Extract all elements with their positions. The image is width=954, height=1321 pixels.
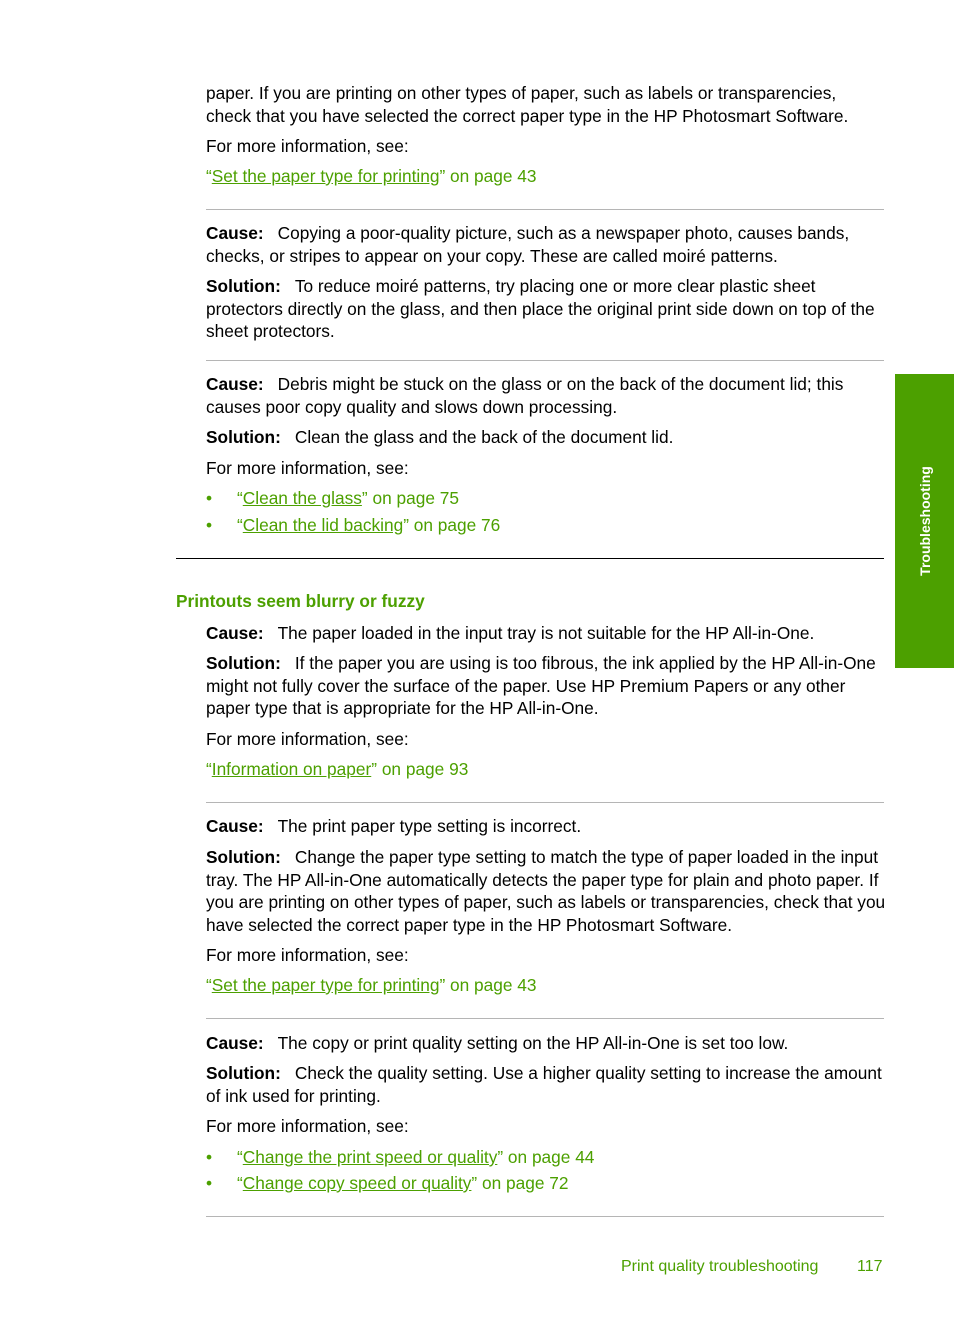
tray-cause: Cause: The paper loaded in the input tray is not suitable for the HP All-in-One. xyxy=(206,623,815,643)
debris-solution: Solution: Clean the glass and the back of the document lid. xyxy=(206,427,674,447)
divider xyxy=(206,360,884,361)
tray-reference: “Information on paper” on page 93 xyxy=(206,759,469,779)
divider xyxy=(206,1018,884,1019)
divider xyxy=(206,802,884,803)
link-clean-glass[interactable]: Clean the glass xyxy=(242,488,362,508)
papertype-more-info: For more information, see: xyxy=(206,945,409,965)
page-number: 117 xyxy=(857,1258,883,1275)
intro-reference: “Set the paper type for printing” on page 43 xyxy=(206,166,537,186)
link-clean-lid-backing[interactable]: Clean the lid backing xyxy=(242,515,404,535)
moire-solution: Solution: To reduce moiré patterns, try placing one or more clear plastic sheet protectors directly on the glass, and then place the original print side down on top of the sheet protectors. xyxy=(206,276,875,341)
link-change-print-speed[interactable]: Change the print speed or quality xyxy=(242,1147,498,1167)
footer-title: Print quality troubleshooting xyxy=(621,1258,819,1275)
link-change-copy-speed[interactable]: Change copy speed or quality xyxy=(242,1173,472,1193)
moire-cause: Cause: Copying a poor-quality picture, such as a newspaper photo, causes bands, checks, or stripes to appear on your copy. These are called moiré patterns. xyxy=(206,223,850,266)
side-tab xyxy=(895,374,954,668)
quality-solution: Solution: Check the quality setting. Use a higher quality setting to increase the amount of ink used for printing. xyxy=(206,1063,882,1106)
papertype-solution: Solution: Change the paper type setting to match the type of paper loaded in the input tray. The HP All-in-One automatically detects the paper type for plain and photo paper. If you are printing on other types of paper, such as labels or transparencies, check that you have selected the correct paper type in the HP Photosmart Software. xyxy=(206,847,886,935)
debris-cause: Cause: Debris might be stuck on the glass or on the back of the document lid; this causes poor copy quality and slows down processing. xyxy=(206,374,844,417)
papertype-reference: “Set the paper type for printing” on page 43 xyxy=(206,975,537,995)
quality-more-info: For more information, see: xyxy=(206,1116,409,1136)
section-divider xyxy=(176,558,884,559)
intro-more-info: For more information, see: xyxy=(206,136,409,156)
side-tab-label: Troubleshooting xyxy=(916,466,933,576)
divider xyxy=(206,1216,884,1217)
link-information-on-paper[interactable]: Information on paper xyxy=(211,759,372,779)
papertype-cause: Cause: The print paper type setting is incorrect. xyxy=(206,816,582,836)
link-set-paper-type[interactable]: Set the paper type for printing xyxy=(211,166,440,186)
tray-more-info: For more information, see: xyxy=(206,729,409,749)
quality-cause: Cause: The copy or print quality setting on the HP All-in-One is set too low. xyxy=(206,1033,789,1053)
divider xyxy=(206,209,884,210)
tray-solution: Solution: If the paper you are using is too fibrous, the ink applied by the HP All-in-One might not fully cover the surface of the paper. Use HP Premium Papers or any other paper type that is appropriate for the HP All-in-One. xyxy=(206,653,876,718)
intro-paragraph: paper. If you are printing on other types of paper, such as labels or transparencies, check that you have selected the correct paper type in the HP Photosmart Software. xyxy=(206,83,849,126)
section-heading: Printouts seem blurry or fuzzy xyxy=(176,591,425,611)
debris-more-info: For more information, see: xyxy=(206,458,409,478)
link-set-paper-type-2[interactable]: Set the paper type for printing xyxy=(211,975,440,995)
